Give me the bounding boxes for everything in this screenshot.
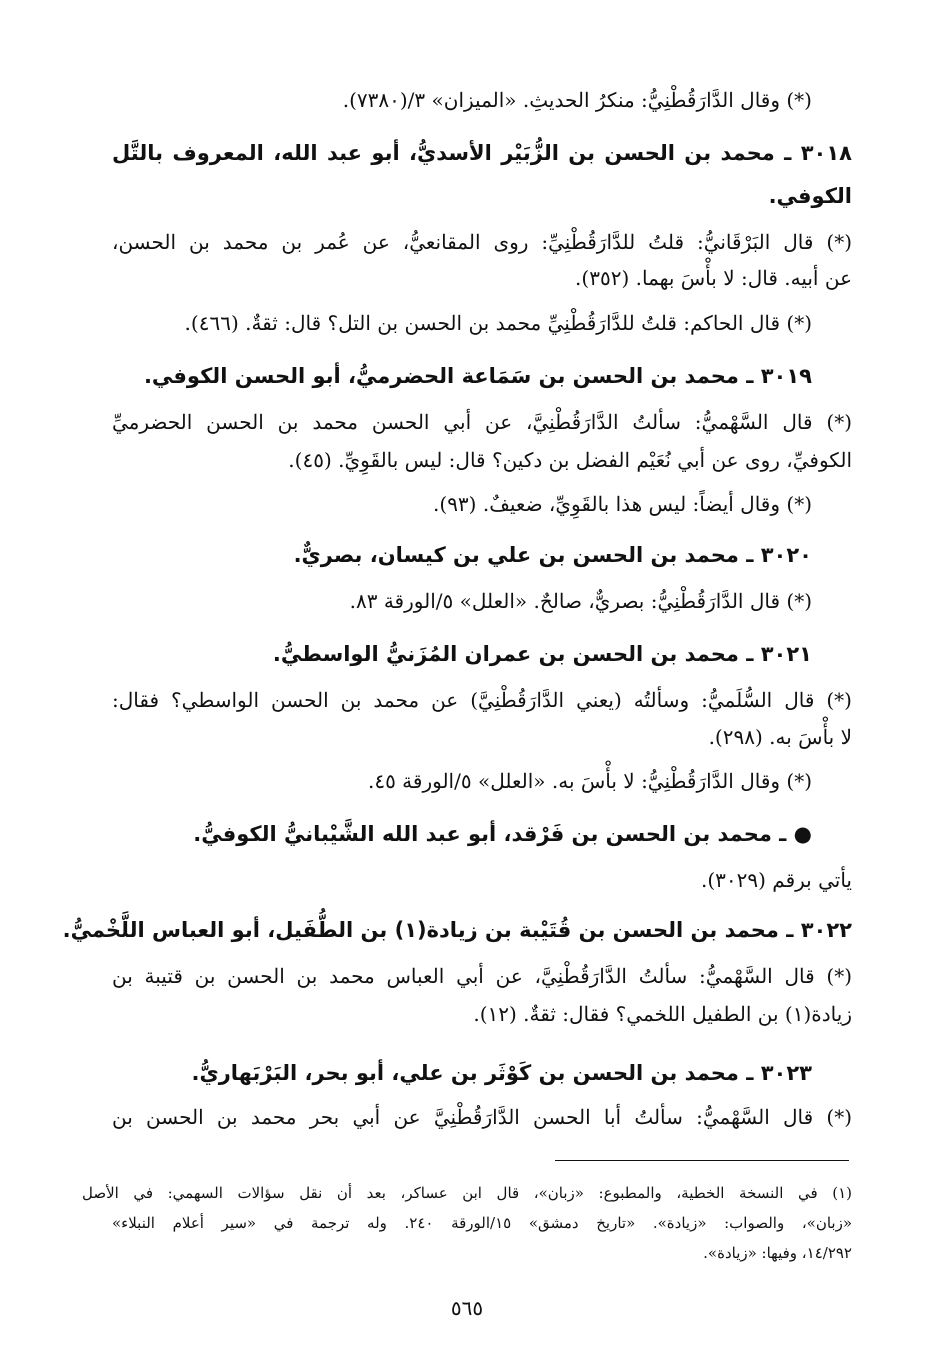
entry-heading-3018-cont: الكوفي.	[768, 184, 852, 208]
page-number: ٥٦٥	[450, 1296, 484, 1320]
text-line: (*) وقال الدَّارَقُطْنِيُّ: منكرُ الحديثِ. «الميزان» ٣/(٧٣٨٠).	[342, 88, 812, 112]
text-line: (*) قال السَّهْميُّ: سألتُ الدَّارَقُطْنِيَّ، عن أبي الحسن محمد بن الحسن الحضرميِّ	[112, 410, 852, 434]
text-line: (*) قال السَّهْميُّ: سألتُ الدَّارَقُطْنِيَّ، عن أبي العباس محمد بن الحسن بن قتيبة بن	[112, 964, 852, 988]
text-line: لا بأْسَ به. (٢٩٨).	[708, 725, 852, 749]
text-line: (*) قال البَرْقَانيُّ: قلتُ للدَّارَقُطْنِيِّ: روى المقانعيُّ، عن عُمر بن محمد بن الحسن،	[112, 230, 852, 254]
footnote-line: «زبان»، والصواب: «زيادة». «تاريخ دمشق» ١٥/الورقة ٢٤٠. وله ترجمة في «سير أعلام النبلاء»	[112, 1214, 853, 1232]
entry-heading-3018: ٣٠١٨ ـ محمد بن الحسن بن الزُّبَيْر الأسديُّ، أبو عبد الله، المعروف بالتَّل	[112, 141, 852, 165]
text-line: يأتي برقم (٣٠٢٩).	[700, 868, 852, 892]
entry-heading-3020: ٣٠٢٠ ـ محمد بن الحسن بن علي بن كيسان، بصريٌّ.	[293, 543, 812, 567]
footnote-line: (١) في النسخة الخطية، والمطبوع: «زبان»، قال ابن عساكر، بعد أن نقل سؤالات السهمي: في الأصل	[82, 1184, 852, 1202]
text-line: (*) قال السُّلَميُّ: وسألتُه (يعني الدَّارَقُطْنِيَّ) عن محمد بن الحسن الواسطي؟ فقال:	[112, 688, 852, 712]
entry-heading-3022: ٣٠٢٢ ـ محمد بن الحسن بن قُتَيْبة بن زيادة(١) بن الطُّفَيل، أبو العباس اللَّخْميُّ.	[62, 918, 852, 942]
text-line: الكوفيِّ، روى عن أبي نُعَيْم الفضل بن دكين؟ قال: ليس بالقَوِيِّ. (٤٥).	[288, 448, 852, 472]
text-line: (*) قال الدَّارَقُطْنِيُّ: بصريٌّ، صالحٌ. «العلل» ٥/الورقة ٨٣.	[349, 589, 812, 613]
text-line: (*) قال السَّهْميُّ: سألتُ أبا الحسن الدَّارَقُطْنِيَّ عن أبي بحر محمد بن الحسن بن	[112, 1105, 852, 1129]
footnote-divider	[555, 1160, 849, 1161]
text-line: زيادة(١) بن الطفيل اللخمي؟ فقال: ثقةٌ. (١٢).	[473, 1002, 852, 1026]
entry-heading-3019: ٣٠١٩ ـ محمد بن الحسن بن سَمَاعة الحضرميُّ، أبو الحسن الكوفي.	[143, 364, 812, 388]
entry-heading-3021: ٣٠٢١ ـ محمد بن الحسن بن عمران المُزَنيُّ الواسطيُّ.	[272, 642, 812, 666]
text-line: (*) قال الحاكم: قلتُ للدَّارَقُطْنِيِّ محمد بن الحسن بن التل؟ قال: ثقةٌ. (٤٦٦).	[184, 311, 812, 335]
entry-heading-3023: ٣٠٢٣ ـ محمد بن الحسن بن كَوْثَر بن علي، أبو بحر، البَرْبَهاريُّ.	[191, 1061, 812, 1085]
text-line: عن أبيه. قال: لا بأْسَ بهما. (٣٥٢).	[575, 266, 852, 290]
text-line: (*) وقال الدَّارَقُطْنِيُّ: لا بأْسَ به. «العلل» ٥/الورقة ٤٥.	[367, 769, 812, 793]
text-line: (*) وقال أيضاً: ليس هذا بالقَوِيِّ، ضعيفٌ. (٩٣).	[433, 492, 812, 516]
cross-reference-heading: ● ـ محمد بن الحسن بن فَرْقد، أبو عبد الله الشَّيْبانيُّ الكوفيُّ.	[193, 822, 812, 846]
footnote-line: ١٤/٢٩٢، وفيها: «زيادة».	[703, 1244, 852, 1262]
